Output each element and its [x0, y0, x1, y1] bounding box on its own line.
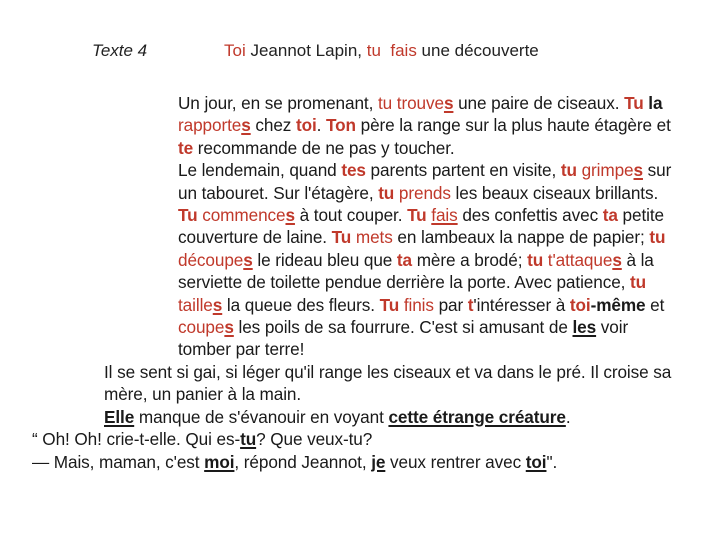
- text-run: chez: [250, 115, 296, 136]
- text-run: le rideau bleu que: [252, 249, 397, 270]
- pronoun: moi: [204, 451, 235, 472]
- text-run: à tout couper.: [294, 205, 408, 226]
- verb: fais: [431, 205, 458, 226]
- paragraph-2: [32, 159, 672, 204]
- verb-ending: s: [612, 249, 622, 270]
- text-run: et: [645, 294, 665, 315]
- text-run: petite couverture de laine.: [178, 205, 664, 248]
- story-text: [32, 92, 672, 473]
- text-run: les poils de sa fourrure. C'est si amusant de: [233, 317, 573, 338]
- text-run: .: [316, 115, 327, 136]
- verb-ending: s: [241, 115, 251, 136]
- pronoun: tu: [527, 249, 544, 270]
- verb-ending: s: [212, 294, 223, 315]
- pronoun: Tu: [178, 205, 198, 226]
- possessive: ta: [602, 205, 618, 226]
- pronoun: toi: [525, 451, 547, 472]
- pronoun: tu: [377, 93, 393, 113]
- pronoun: Tu: [407, 205, 427, 226]
- title-word: une découverte: [416, 41, 539, 60]
- text-run: une paire de ciseaux.: [453, 93, 625, 113]
- title-word: Jeannot Lapin,: [245, 41, 367, 60]
- text-run: par: [433, 294, 468, 315]
- verb-ending: s: [224, 317, 234, 338]
- verb: mets: [355, 227, 393, 248]
- pronoun: Tu: [331, 227, 352, 248]
- pronoun: Tu: [624, 93, 644, 113]
- text-run: .: [565, 406, 571, 427]
- verb: commence: [202, 205, 286, 226]
- text-run: Il se sent si gai, si léger qu'il range les ciseaux et va dans le pré. Il croise sa mère, un panier à la main.: [104, 361, 672, 405]
- text-run: ? Que veux-tu?: [256, 429, 373, 450]
- text-number-label: Texte 4: [92, 41, 148, 60]
- text-run: voir tomber par terre!: [178, 317, 629, 360]
- text-run: mère a brodé;: [412, 249, 528, 270]
- pronoun: tu: [649, 227, 666, 248]
- verb-ending: s: [243, 249, 253, 270]
- paragraph-6: [32, 428, 672, 450]
- verb-ending: s: [443, 93, 454, 113]
- text-run: à la serviette de toilette pendue derrière la porte. Avec patience,: [178, 249, 654, 293]
- text-run: -même: [590, 294, 646, 315]
- title-word: fais: [390, 41, 417, 60]
- possessive: ta: [396, 249, 413, 270]
- pronoun: la: [648, 93, 663, 113]
- text-run: veux rentrer avec: [385, 451, 526, 472]
- verb: trouve: [396, 93, 444, 113]
- pronoun: les: [572, 317, 597, 338]
- noun-phrase: cette étrange créature: [388, 406, 566, 427]
- text-run: en lambeaux la nappe de papier;: [392, 227, 650, 248]
- paragraph-3: [32, 204, 672, 361]
- title-word: [381, 41, 390, 60]
- text-run: père la range sur la plus haute étagère et: [355, 115, 671, 136]
- text-run: des confettis avec: [457, 205, 603, 226]
- verb: rapporte: [178, 115, 242, 136]
- paragraph-1: [32, 92, 672, 159]
- possessive: Ton: [326, 115, 356, 136]
- pronoun: Elle: [104, 406, 135, 427]
- text-run: “ Oh! Oh! crie-t-elle. Qui es-: [32, 429, 241, 450]
- pronoun: toi: [569, 294, 591, 315]
- paragraph-5: [32, 406, 672, 428]
- pronoun: tu: [630, 272, 647, 293]
- verb: découpe: [178, 249, 244, 270]
- text-run: Un jour, en se promenant,: [178, 93, 378, 113]
- verb-ending: s: [633, 160, 643, 181]
- title-word: Toi: [224, 41, 246, 60]
- pronoun: tu: [240, 429, 257, 450]
- verb: taille: [178, 294, 213, 315]
- text-run: manque de s'évanouir en voyant: [134, 406, 389, 427]
- paragraph-7: [32, 451, 672, 473]
- verb: grimpe: [581, 160, 634, 181]
- verb: coupe: [178, 317, 225, 338]
- text-run: ".: [546, 451, 558, 472]
- possessive: tes: [341, 160, 366, 181]
- text-run: — Mais, maman, c'est: [32, 451, 205, 472]
- title-word: tu: [366, 41, 381, 60]
- pronoun: te: [178, 137, 194, 158]
- page-title: [224, 41, 539, 61]
- pronoun: je: [371, 451, 386, 472]
- pronoun: t: [467, 294, 474, 315]
- text-run: les beaux ciseaux brillants.: [450, 182, 659, 203]
- verb: finis: [403, 294, 434, 315]
- text-run: la queue des fleurs.: [222, 294, 380, 315]
- pronoun: toi: [295, 115, 317, 136]
- paragraph-4: [32, 361, 672, 406]
- pronoun: tu: [378, 182, 395, 203]
- pronoun: tu: [560, 160, 577, 181]
- verb-ending: s: [285, 205, 295, 226]
- text-run: parents partent en visite,: [365, 160, 561, 181]
- verb: t'attaque: [547, 249, 613, 270]
- text-run: , répond Jeannot,: [234, 451, 372, 472]
- text-run: 'intéresser à: [473, 294, 570, 315]
- verb: prends: [398, 182, 451, 203]
- text-run: sur un tabouret. Sur l'étagère,: [178, 160, 672, 203]
- pronoun: Tu: [379, 294, 400, 315]
- text-run: Le lendemain, quand: [178, 160, 342, 181]
- text-run: recommande de ne pas y toucher.: [193, 137, 455, 158]
